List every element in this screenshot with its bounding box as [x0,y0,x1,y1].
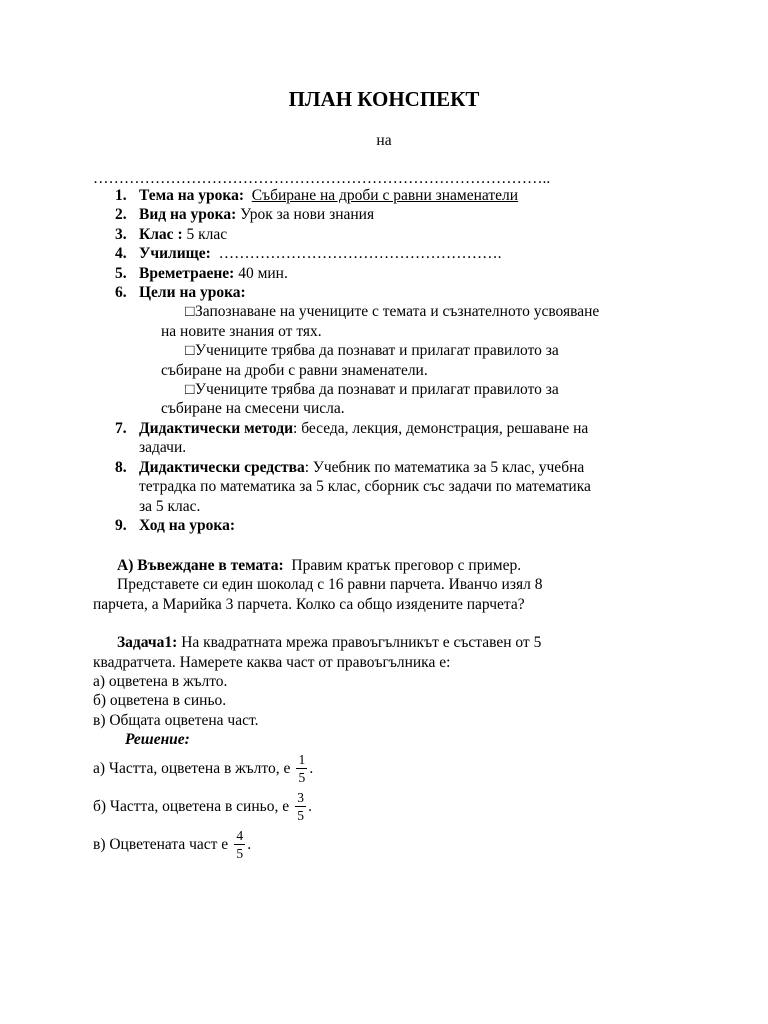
lesson-content: А) Въвеждане в темата: Правим кратък преговор с пример. Представете си един шоколад с 16 равни парчета. Иванчо изял 8 парчета, а Марийка 3 парчета. Колко са общо изядените парчета? Задача1: На квадратната мрежа правоъгълникът е съставен от 5 квадратчета. Намерете каква част от правоъгълника е: а) оцветена в жълто. б) оцветена в синьо. в) Общата оцветена част. Решение: а) Частта, оцветена в жълто, е $\frac{1}{5}$ . б) Частта, оцветена в синьо, е $\frac{3}{5}$ . в) Оцветената част е $\frac{4}{5}$ . [93,556,653,864]
bullet-icon: □ [185,381,195,399]
teacher-name-blank: …………………………………………………………………………….. [93,170,551,187]
lesson-plan-list [93,186,683,535]
list-item: 4. Училище: ………………………………………………. [115,245,502,263]
fraction: $\frac{1}{5}$ [296,752,307,785]
goal-item: □Запознаване на учениците с темата и съзнателното усвояване на новите знания от тях. [161,303,600,340]
bullet-icon: □ [185,303,195,321]
list-item: 1. Тема на урока: Събиране на дроби с равни знаменатели [115,187,519,204]
task-1: Задача1: На квадратната мрежа правоъгълникът е съставен от 5 [117,634,542,652]
page-subtitle: на [376,132,392,149]
list-item: 7. Дидактически методи: беседа, лекция, демонстрация, решаване на задачи. [115,419,589,457]
goal-item: □Учениците трябва да познават и прилагат правилото за събиране на дроби с равни знаменатели. [161,342,559,379]
answer-b: б) Частта, оцветена в синьо, е $\frac{3}{5}$ . [93,790,312,824]
goal-item: □Учениците трябва да познават и прилагат правилото за събиране на смесени числа. [161,381,559,418]
list-item: 2. Вид на урока: Урок за нови знания [115,206,375,224]
answer-a: а) Частта, оцветена в жълто, е $\frac{1}{5}$ . [93,752,314,786]
page-title: ПЛАН КОНСПЕКТ [288,87,480,111]
answer-c: в) Оцветената част е $\frac{4}{5}$ . [93,828,252,862]
bullet-icon: □ [185,342,195,360]
fraction: $\frac{4}{5}$ [234,828,245,861]
solution-label: Решение: [125,731,190,749]
list-item: 6. Цели на урока: [115,284,246,302]
section-intro: А) Въвеждане в темата: Правим кратък преговор с пример. [117,557,522,574]
list-item: 9. Ход на урока: [115,516,236,534]
list-item: 8. Дидактически средства: Учебник по математика за 5 клас, учебна тетрадка по математика за 5 клас, сборник със задачи по математика за 5 клас. [115,458,591,515]
lesson-topic: Събиране на дроби с равни знаменатели [251,187,519,204]
list-item: 5. Времетраене: 40 мин. [115,264,288,282]
list-item: 3. Клас : 5 клас [115,225,228,243]
fraction: $\frac{3}{5}$ [295,790,306,823]
goals-list [93,302,683,418]
